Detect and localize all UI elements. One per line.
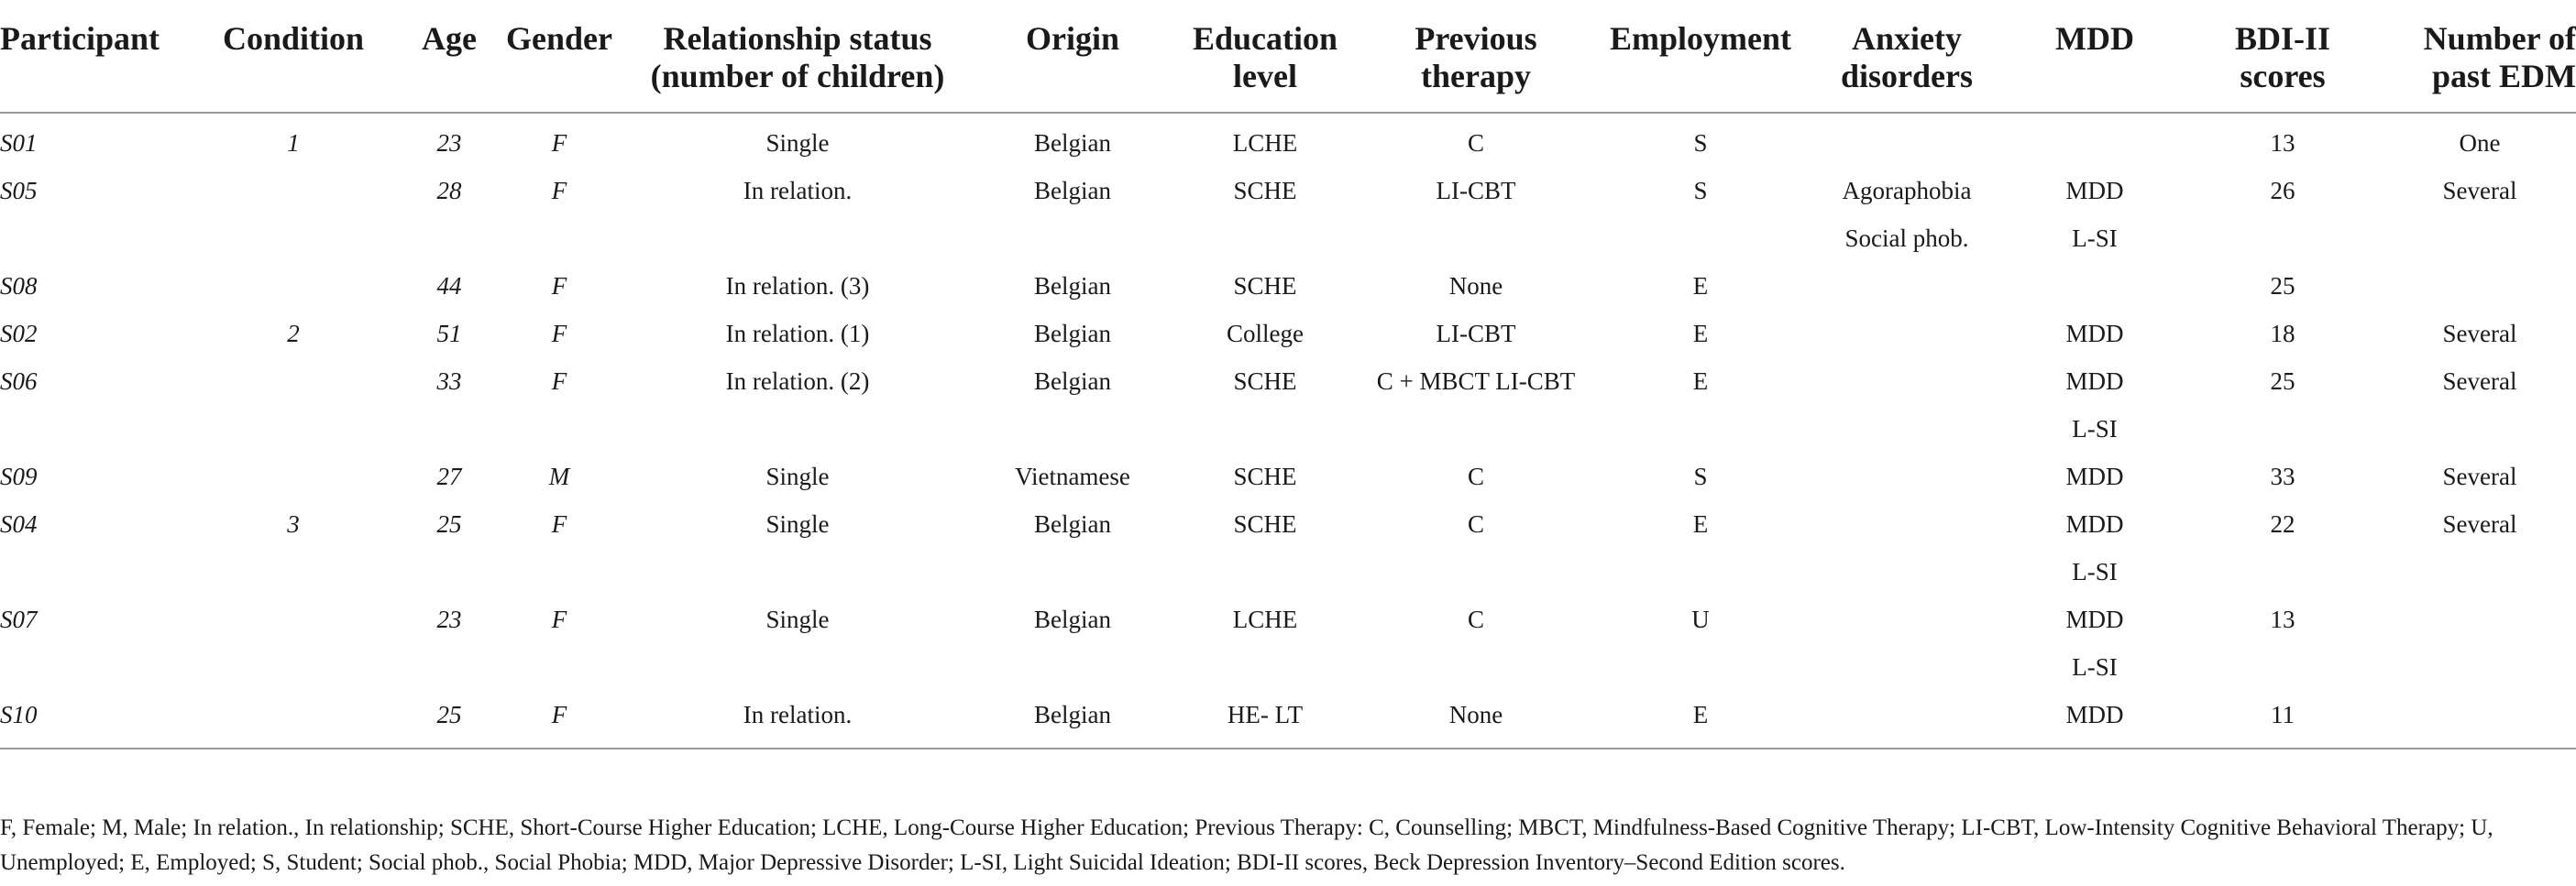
cell-number-of-past-edm	[2383, 405, 2576, 453]
table-row	[0, 691, 2576, 749]
cell-number-of-past-edm: Several	[2442, 177, 2517, 204]
cell-origin: Belgian	[1034, 272, 1111, 300]
cell-employment: U	[1691, 606, 1710, 633]
cell-bdi-ii-scores	[2182, 405, 2383, 453]
cell-gender: F	[551, 177, 567, 204]
cell-previous-therapy	[1357, 643, 1595, 691]
cell-participant: S05	[0, 177, 38, 204]
table-row	[0, 167, 2576, 214]
cell-education-level: LCHE	[1232, 606, 1298, 633]
header-condition	[183, 0, 403, 113]
cell-anxiety-disorders	[1806, 113, 2008, 167]
header-text: Number of	[2423, 20, 2576, 57]
cell-anxiety-disorders	[1806, 453, 2008, 500]
cell-participant	[0, 643, 183, 691]
cell-bdi-ii-scores: 22	[2270, 510, 2295, 538]
header-text: Condition	[222, 20, 365, 57]
cell-mdd	[2008, 262, 2182, 310]
cell-relationship-status	[623, 405, 972, 453]
cell-employment: S	[1693, 463, 1708, 490]
cell-number-of-past-edm	[2383, 643, 2576, 691]
cell-condition	[183, 643, 403, 691]
cell-education-level: SCHE	[1233, 463, 1297, 490]
cell-gender: F	[551, 701, 567, 728]
cell-mdd: L-SI	[2072, 415, 2118, 443]
cell-condition	[183, 548, 403, 596]
cell-employment	[1595, 405, 1806, 453]
cell-age: 25	[436, 701, 462, 728]
header-text: Age	[422, 20, 477, 57]
cell-education-level: SCHE	[1233, 510, 1297, 538]
header-text: Anxiety	[1852, 20, 1962, 57]
table-row	[0, 310, 2576, 357]
cell-condition	[183, 167, 403, 214]
header-participant	[0, 0, 183, 113]
cell-education-level	[1173, 214, 1357, 262]
cell-relationship-status	[623, 214, 972, 262]
cell-bdi-ii-scores	[2182, 214, 2383, 262]
table-row	[0, 453, 2576, 500]
cell-relationship-status: In relation.	[743, 701, 853, 728]
cell-number-of-past-edm: Several	[2442, 320, 2517, 347]
table-footnote: F, Female; M, Male; In relation., In relationship; SCHE, Short-Course Higher Education; LCHE, Long-Course Higher Education; Previous Therapy: C, Counselling; MBCT, Mindfulness-Based Cognitive Therapy; LI-CBT, Low-Intensity Cognitive Behavioral Therapy; U, Unemployed; E, Employed; S, Student; Social phob., Social Phobia; MDD, Major Depressive Disorder; L-SI, Light Suicidal Ideation; BDI-II scores, Beck Depression Inventory–Second Edition scores.	[0, 815, 2493, 875]
cell-relationship-status	[623, 643, 972, 691]
cell-number-of-past-edm: One	[2459, 129, 2501, 157]
cell-gender: F	[551, 367, 567, 395]
cell-mdd: MDD	[2065, 463, 2124, 490]
cell-origin	[972, 548, 1173, 596]
header-text: Education	[1192, 20, 1338, 57]
cell-gender: F	[551, 320, 567, 347]
cell-education-level: LCHE	[1232, 129, 1298, 157]
cell-employment: S	[1693, 129, 1708, 157]
header-text: (number of children)	[650, 58, 945, 94]
cell-condition	[183, 214, 403, 262]
cell-gender	[495, 405, 623, 453]
cell-mdd: MDD	[2065, 701, 2124, 728]
header-text: scores	[2240, 58, 2326, 94]
header-number-of-past-edm	[2383, 0, 2576, 113]
header-gender	[495, 0, 623, 113]
cell-gender	[495, 214, 623, 262]
header-bdi-ii-scores	[2182, 0, 2383, 113]
cell-anxiety-disorders	[1806, 500, 2008, 548]
cell-previous-therapy: None	[1448, 272, 1503, 300]
cell-age: 51	[436, 320, 462, 347]
cell-origin: Vietnamese	[1015, 463, 1130, 490]
cell-participant: S02	[0, 320, 38, 347]
cell-employment: E	[1692, 320, 1709, 347]
cell-employment	[1595, 214, 1806, 262]
cell-previous-therapy: C	[1467, 129, 1484, 157]
header-text: Previous	[1415, 20, 1537, 57]
header-text: BDI-II	[2234, 20, 2331, 57]
cell-education-level: SCHE	[1233, 177, 1297, 204]
cell-education-level: HE- LT	[1227, 701, 1304, 728]
table-row	[0, 113, 2576, 167]
header-origin	[972, 0, 1173, 113]
cell-age: 44	[436, 272, 462, 300]
cell-number-of-past-edm	[2383, 596, 2576, 643]
cell-age	[403, 643, 495, 691]
cell-condition	[183, 262, 403, 310]
cell-mdd: MDD	[2065, 510, 2124, 538]
cell-age: 33	[436, 367, 462, 395]
cell-employment: S	[1693, 177, 1708, 204]
cell-number-of-past-edm	[2383, 262, 2576, 310]
cell-gender: F	[551, 606, 567, 633]
cell-participant: S06	[0, 367, 38, 395]
cell-relationship-status: Single	[765, 129, 830, 157]
table-row	[0, 357, 2576, 405]
cell-gender	[495, 643, 623, 691]
cell-previous-therapy: C + MBCT LI-CBT	[1376, 367, 1576, 395]
cell-bdi-ii-scores: 25	[2270, 272, 2295, 300]
header-row	[0, 0, 2576, 113]
cell-mdd	[2008, 113, 2182, 167]
cell-anxiety-disorders	[1806, 643, 2008, 691]
cell-employment: E	[1692, 510, 1709, 538]
cell-anxiety-disorders	[1806, 357, 2008, 405]
cell-bdi-ii-scores: 25	[2270, 367, 2295, 395]
cell-gender	[495, 548, 623, 596]
cell-gender: F	[551, 272, 567, 300]
cell-number-of-past-edm: Several	[2442, 367, 2517, 395]
cell-education-level: SCHE	[1233, 272, 1297, 300]
cell-employment	[1595, 643, 1806, 691]
cell-relationship-status: In relation. (3)	[725, 272, 870, 300]
header-text: level	[1233, 58, 1297, 94]
header-text: Relationship status	[663, 20, 932, 57]
cell-gender: M	[548, 463, 570, 490]
cell-previous-therapy: None	[1448, 701, 1503, 728]
header-previous-therapy	[1357, 0, 1595, 113]
cell-employment: E	[1692, 701, 1709, 728]
cell-previous-therapy: LI-CBT	[1436, 320, 1516, 347]
header-mdd	[2008, 0, 2182, 113]
cell-origin: Belgian	[1034, 129, 1111, 157]
cell-age: 23	[436, 606, 462, 633]
header-text: past EDM	[2431, 58, 2576, 94]
cell-mdd: MDD	[2065, 367, 2124, 395]
cell-participant	[0, 548, 183, 596]
header-text: Gender	[506, 20, 612, 57]
cell-bdi-ii-scores: 18	[2270, 320, 2295, 347]
cell-condition	[183, 405, 403, 453]
cell-relationship-status: Single	[765, 606, 830, 633]
cell-origin	[972, 214, 1173, 262]
cell-age: 25	[436, 510, 462, 538]
cell-previous-therapy	[1357, 548, 1595, 596]
table-body	[0, 113, 2576, 749]
header-text: Employment	[1610, 20, 1791, 57]
cell-bdi-ii-scores: 11	[2271, 701, 2295, 728]
cell-previous-therapy: LI-CBT	[1436, 177, 1516, 204]
cell-number-of-past-edm	[2383, 691, 2576, 749]
cell-education-level: College	[1227, 320, 1304, 347]
cell-anxiety-disorders: Agoraphobia	[1842, 177, 1972, 204]
cell-anxiety-disorders	[1806, 405, 2008, 453]
cell-number-of-past-edm: Several	[2442, 463, 2517, 490]
cell-age	[403, 548, 495, 596]
cell-age: 28	[436, 177, 462, 204]
cell-condition: 1	[287, 129, 300, 157]
cell-bdi-ii-scores	[2182, 643, 2383, 691]
cell-anxiety-disorders	[1806, 310, 2008, 357]
cell-participant: S07	[0, 606, 38, 633]
cell-origin: Belgian	[1034, 367, 1111, 395]
cell-mdd: MDD	[2065, 177, 2124, 204]
header-age	[403, 0, 495, 113]
cell-participant: S08	[0, 272, 38, 300]
cell-participant: S09	[0, 463, 38, 490]
cell-previous-therapy: C	[1467, 510, 1484, 538]
cell-previous-therapy: C	[1467, 606, 1484, 633]
table-row	[0, 643, 2576, 691]
cell-employment: E	[1692, 272, 1709, 300]
cell-age: 27	[436, 463, 462, 490]
cell-condition: 3	[287, 510, 300, 538]
cell-anxiety-disorders	[1806, 691, 2008, 749]
cell-number-of-past-edm	[2383, 214, 2576, 262]
cell-origin	[972, 643, 1173, 691]
cell-mdd: MDD	[2065, 320, 2124, 347]
cell-education-level	[1173, 405, 1357, 453]
cell-origin: Belgian	[1034, 320, 1111, 347]
cell-participant	[0, 405, 183, 453]
cell-condition	[183, 357, 403, 405]
cell-number-of-past-edm: Several	[2442, 510, 2517, 538]
cell-origin: Belgian	[1034, 177, 1111, 204]
table-row	[0, 500, 2576, 548]
cell-anxiety-disorders: Social phob.	[1844, 224, 1969, 252]
table-header	[0, 0, 2576, 113]
table-row	[0, 405, 2576, 453]
cell-mdd: L-SI	[2072, 653, 2118, 681]
header-text: MDD	[2055, 20, 2134, 57]
cell-employment	[1595, 548, 1806, 596]
cell-age	[403, 405, 495, 453]
header-employment	[1595, 0, 1806, 113]
header-relationship-status	[623, 0, 972, 113]
cell-education-level: SCHE	[1233, 367, 1297, 395]
cell-mdd: L-SI	[2072, 224, 2118, 252]
cell-relationship-status	[623, 548, 972, 596]
cell-employment: E	[1692, 367, 1709, 395]
cell-previous-therapy	[1357, 405, 1595, 453]
header-text: therapy	[1421, 58, 1531, 94]
cell-bdi-ii-scores	[2182, 548, 2383, 596]
cell-number-of-past-edm	[2383, 548, 2576, 596]
cell-education-level	[1173, 643, 1357, 691]
cell-gender: F	[551, 129, 567, 157]
cell-mdd: L-SI	[2072, 558, 2118, 585]
header-text: disorders	[1841, 58, 1973, 94]
cell-participant: S04	[0, 510, 38, 538]
header-text: Origin	[1025, 20, 1119, 57]
cell-previous-therapy	[1357, 214, 1595, 262]
cell-participant	[0, 214, 183, 262]
cell-bdi-ii-scores: 13	[2270, 129, 2295, 157]
cell-relationship-status: Single	[765, 463, 830, 490]
cell-relationship-status: In relation. (1)	[725, 320, 870, 347]
cell-participant: S10	[0, 701, 38, 728]
table-row	[0, 214, 2576, 262]
cell-condition	[183, 453, 403, 500]
cell-condition: 2	[287, 320, 300, 347]
cell-age	[403, 214, 495, 262]
cell-education-level	[1173, 548, 1357, 596]
cell-anxiety-disorders	[1806, 548, 2008, 596]
cell-origin: Belgian	[1034, 510, 1111, 538]
cell-condition	[183, 596, 403, 643]
cell-relationship-status: Single	[765, 510, 830, 538]
cell-mdd: MDD	[2065, 606, 2124, 633]
cell-condition	[183, 691, 403, 749]
header-education-level	[1173, 0, 1357, 113]
cell-origin: Belgian	[1034, 606, 1111, 633]
cell-bdi-ii-scores: 13	[2270, 606, 2295, 633]
cell-anxiety-disorders	[1806, 262, 2008, 310]
cell-gender: F	[551, 510, 567, 538]
cell-origin	[972, 405, 1173, 453]
header-anxiety-disorders	[1806, 0, 2008, 113]
table-row	[0, 262, 2576, 310]
cell-relationship-status: In relation. (2)	[725, 367, 870, 395]
cell-origin: Belgian	[1034, 701, 1111, 728]
cell-relationship-status: In relation.	[743, 177, 853, 204]
header-text: Participant	[0, 20, 160, 57]
cell-bdi-ii-scores: 26	[2270, 177, 2295, 204]
cell-bdi-ii-scores: 33	[2270, 463, 2295, 490]
cell-anxiety-disorders	[1806, 596, 2008, 643]
cell-previous-therapy: C	[1467, 463, 1484, 490]
table-row	[0, 548, 2576, 596]
table-row	[0, 596, 2576, 643]
cell-participant: S01	[0, 129, 38, 157]
cell-age: 23	[436, 129, 462, 157]
